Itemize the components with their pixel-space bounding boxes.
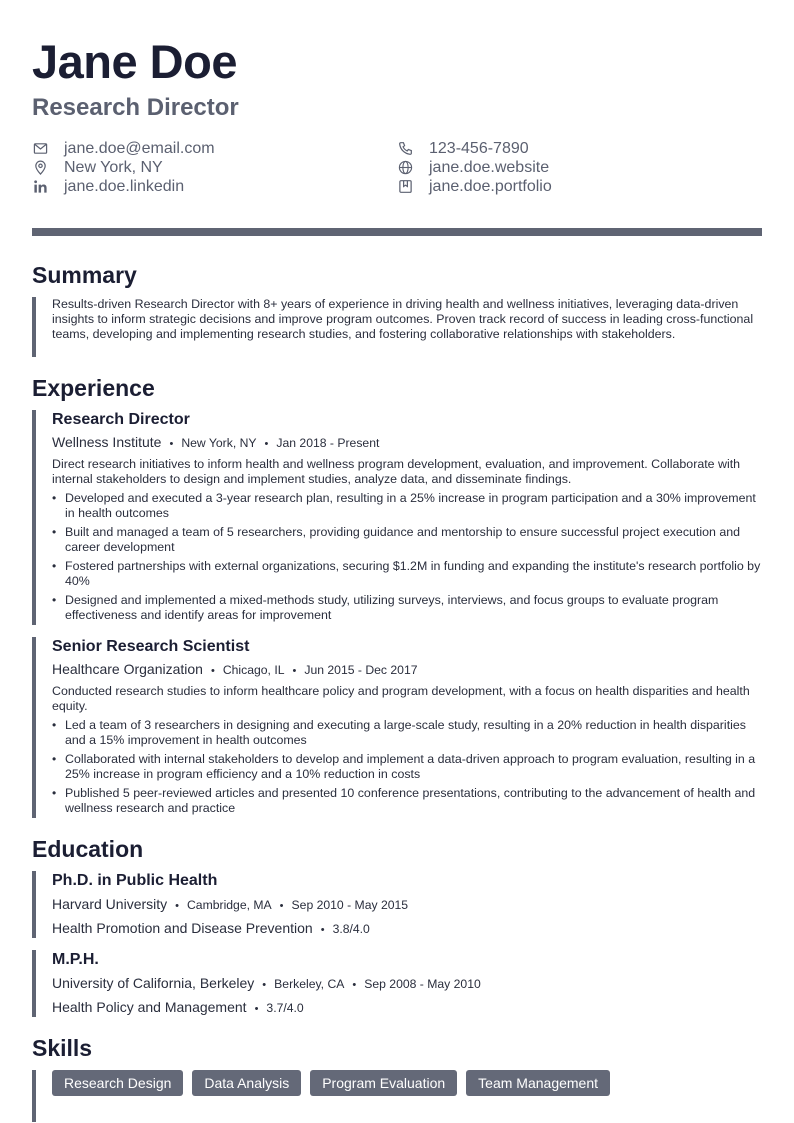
list-item: • Built and managed a team of 5 researchers, providing guidance and mentorship to ensure successful project execution and career development — [52, 525, 762, 555]
job-company: Wellness Institute — [52, 434, 162, 450]
contact-linkedin[interactable] — [32, 177, 392, 196]
school-dates: Sep 2008 - May 2010 — [364, 977, 481, 991]
school-location: Berkeley, CA — [274, 977, 345, 991]
list-item: • Fostered partnerships with external organizations, securing $1.2M in funding and expanding the institute's research portfolio by 40% — [52, 559, 762, 589]
field-meta — [52, 919, 762, 939]
phone-icon — [397, 141, 413, 157]
job-bullets — [52, 491, 762, 623]
job-title: Research Director — [52, 411, 190, 428]
contact-portfolio[interactable] — [397, 177, 757, 196]
globe-icon — [397, 160, 413, 176]
email-text: jane.doe@email.com — [64, 139, 215, 157]
contact-column-right — [397, 139, 757, 196]
job-dates: Jan 2018 - Present — [276, 436, 380, 450]
separator-dot: • — [279, 900, 284, 912]
summary-text: Results-driven Research Director with 8+ years of experience in driving health and wellness initiatives, leveraging data-driven insights to inform strategic decisions and improve program outcomes. Proven track record of success in leading cross-functional teams, developing and implementing research studies, and fostering collaborative relationships with stakeholders. — [52, 297, 754, 341]
separator-dot: • — [254, 1003, 259, 1015]
skill-chip: Research Design — [52, 1070, 183, 1096]
linkedin-text: jane.doe.linkedin — [64, 177, 185, 195]
job-description: Direct research initiatives to inform health and wellness program development, evaluation, and improvement. Collaborate with internal stakeholders to design and implement studies, analyze data, and disseminate findings. — [52, 457, 741, 486]
education-heading: Education — [32, 836, 144, 862]
separator-dot: • — [210, 665, 215, 677]
portfolio-text: jane.doe.portfolio — [429, 177, 552, 195]
separator-dot: • — [320, 924, 325, 936]
school-location: Cambridge, MA — [187, 898, 272, 912]
job-meta — [52, 433, 762, 453]
field-of-study: Health Policy and Management — [52, 999, 247, 1015]
candidate-name: Jane Doe — [32, 35, 237, 88]
phone-text: 123-456-7890 — [429, 139, 529, 157]
job-entry — [32, 637, 762, 818]
skills-list — [52, 1070, 762, 1096]
summary-block — [32, 297, 762, 357]
school-dates: Sep 2010 - May 2015 — [291, 898, 409, 912]
job-dates: Jun 2015 - Dec 2017 — [304, 663, 418, 677]
job-location: New York, NY — [181, 436, 257, 450]
job-description: Conducted research studies to inform healthcare policy and program development, with a focus on health disparities and health equity. — [52, 684, 750, 713]
field-meta — [52, 998, 762, 1018]
separator-dot: • — [175, 900, 179, 912]
separator-dot: • — [262, 979, 267, 991]
contact-website[interactable] — [397, 158, 757, 177]
school-name: Harvard University — [52, 896, 168, 912]
field-of-study: Health Promotion and Disease Prevention — [52, 920, 313, 936]
header-divider — [32, 228, 762, 236]
job-meta — [52, 660, 762, 680]
skill-chip: Program Evaluation — [310, 1070, 457, 1096]
list-item: • Developed and executed a 3-year research plan, resulting in a 25% increase in program participation and a 30% improvement in health outcomes — [52, 491, 762, 521]
job-company: Healthcare Organization — [52, 661, 203, 677]
list-item: • Designed and implemented a mixed-methods study, utilizing surveys, interviews, and focus groups to evaluate program effectiveness and identify areas for improvement — [52, 593, 762, 623]
list-item: • Collaborated with internal stakeholders to develop and implement a data-driven approach to program evaluation, resulting in a 25% increase in program efficiency and a 10% reduction in costs — [52, 752, 762, 782]
list-item: • Published 5 peer-reviewed articles and presented 10 conference presentations, contributing to the advancement of health and wellness research and practice — [52, 786, 762, 816]
school-name: University of California, Berkeley — [52, 975, 255, 991]
envelope-icon — [32, 141, 48, 157]
experience-heading: Experience — [32, 375, 155, 401]
website-text: jane.doe.website — [429, 158, 550, 176]
skill-chip: Team Management — [466, 1070, 610, 1096]
separator-dot: • — [169, 438, 174, 450]
degree-title: Ph.D. in Public Health — [52, 872, 218, 889]
gpa: 3.8/4.0 — [332, 922, 370, 936]
job-location: Chicago, IL — [222, 663, 285, 677]
degree-title: M.P.H. — [52, 951, 99, 968]
list-item: • Led a team of 3 researchers in designing and executing a large-scale study, resulting in a 20% reduction in health disparities and a 15% improvement in health outcomes — [52, 718, 762, 748]
school-meta — [52, 974, 762, 994]
education-entry — [32, 950, 762, 1017]
separator-dot: • — [352, 979, 357, 991]
bookmark-icon — [397, 179, 413, 195]
contact-email[interactable] — [32, 139, 392, 158]
separator-dot: • — [264, 438, 269, 450]
candidate-title: Research Director — [32, 94, 239, 121]
contact-location — [32, 158, 392, 177]
separator-dot: • — [292, 665, 297, 677]
skills-heading: Skills — [32, 1035, 93, 1061]
education-entry — [32, 871, 762, 938]
summary-heading: Summary — [32, 262, 137, 288]
contact-column-left — [32, 139, 392, 196]
skill-chip: Data Analysis — [192, 1070, 301, 1096]
job-bullets — [52, 718, 762, 816]
map-pin-icon — [32, 160, 48, 176]
job-entry — [32, 410, 762, 625]
skills-block — [32, 1070, 762, 1122]
contact-phone[interactable] — [397, 139, 757, 158]
job-title: Senior Research Scientist — [52, 638, 250, 655]
linkedin-icon — [32, 179, 48, 195]
gpa: 3.7/4.0 — [266, 1001, 304, 1015]
school-meta — [52, 895, 762, 915]
location-text: New York, NY — [64, 158, 163, 176]
